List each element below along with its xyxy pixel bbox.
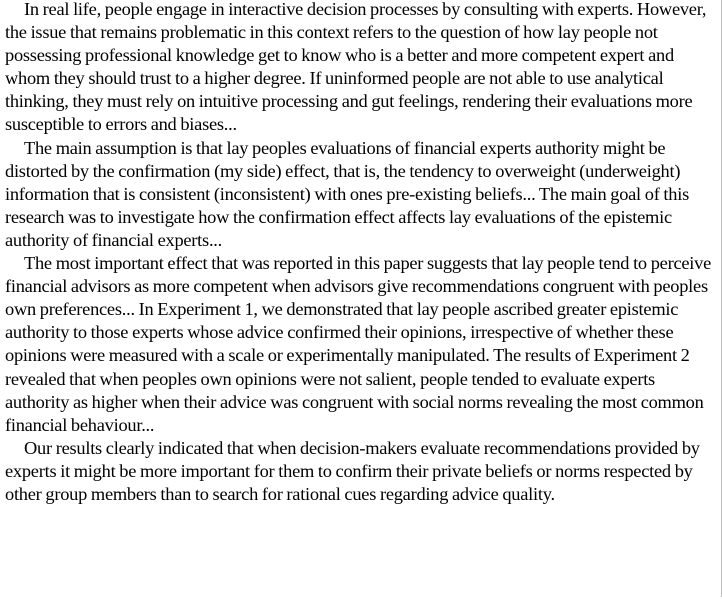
paragraph-conclusion: Our results clearly indicated that when decision-makers evaluate recommendations provided by experts it might be more important for them to confirm their private beliefs or norms respected by other group members than to search for rational cues regarding advice quality.: [5, 437, 700, 504]
paragraph-introduction: In real life, people engage in interactive decision processes by consulting with experts. However, the issue that remains problematic in this context refers to the question of how lay people not possessing professional knowledge get to know who is a better and more competent expert and whom they should trust to a higher degree. If uninformed people are not able to use analytical thinking, they must rely on intuitive processing and gut feelings, rendering their evaluations more susceptible to errors and biases...: [5, 0, 707, 135]
paragraph-results: The most important effect that was reported in this paper suggests that lay people tend to perceive financial advisors as more competent when advisors give recommendations congruent with peoples own preferences... In Experiment 1, we demonstrated that lay people ascribed greater epistemic authority to those experts whose advice confirmed their opinions, irrespective of whether these opinions were measured with a scale or experimentally manipulated. The results of Experiment 2 revealed that when peoples own opinions were not salient, people tended to evaluate experts authority as higher when their advice was congruent with social norms revealing the most common financial behaviour...: [5, 253, 711, 435]
paragraph-main-assumption: The main assumption is that lay peoples evaluations of financial experts authority might be distorted by the confirmation (my side) effect, that is, the tendency to overweight (underweight) information that is consistent (inconsistent) with ones pre-existing beliefs... The main goal of this research was to investigate how the confirmation effect affects lay evaluations of the epistemic authority of financial experts...: [5, 137, 689, 250]
